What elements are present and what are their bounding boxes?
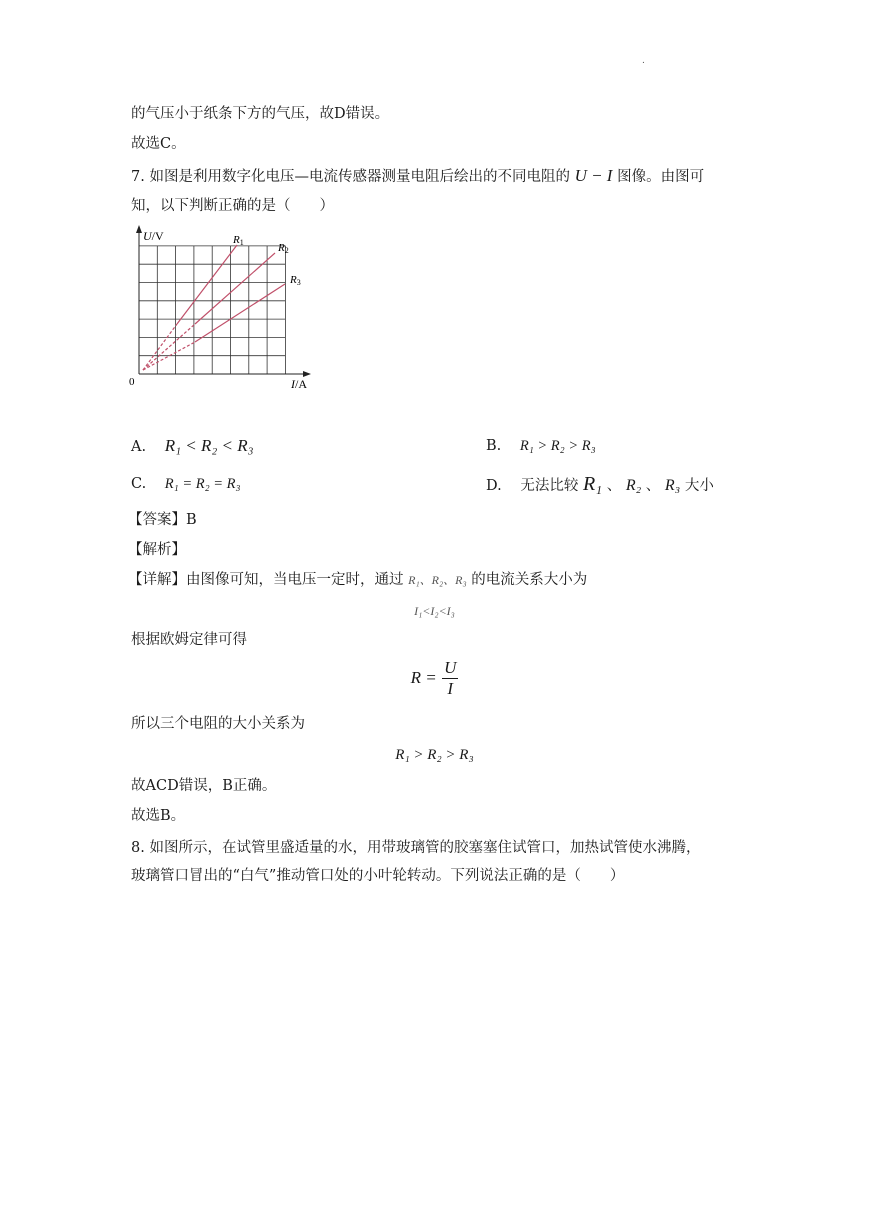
ohm-lhs: R = — [410, 668, 437, 687]
conclusion-line: 故ACD错误，B正确。 — [131, 778, 277, 794]
option-a-expr: R₁ < R₂ < R₃ — [164, 436, 254, 455]
option-d-text-b: 大小 — [684, 478, 714, 494]
option-d-sep-2: 、 — [645, 478, 661, 494]
detail-resistors: R₁、R₂、R₃ — [408, 573, 467, 587]
option-b[interactable] — [486, 436, 596, 456]
option-d-r3: R₃ — [664, 477, 681, 494]
r3-line — [195, 284, 285, 342]
current-relation: I₁<I₂<I₃ — [414, 604, 455, 618]
choose-line: 故选B。 — [131, 808, 186, 824]
option-c[interactable] — [131, 474, 241, 494]
text-line-1: 的气压小于纸条下方的气压，故D错误。 — [131, 106, 390, 122]
option-a[interactable] — [131, 436, 254, 457]
option-d-r2: R₂ — [625, 477, 642, 494]
answer-line: 【答案】B — [128, 512, 197, 528]
resistance-relation: R₁ > R₂ > R₃ — [395, 747, 474, 763]
option-c-label: C. — [131, 476, 147, 492]
question-7-text-a: 7. 如图是利用数字化电压—电流传感器测量电阻后绘出的不同电阻的 — [131, 169, 570, 185]
r1-line — [177, 245, 237, 324]
ohm-denominator: I — [447, 679, 454, 698]
option-d[interactable] — [486, 474, 714, 496]
detail-text-a: 【详解】由图像可知，当电压一定时，通过 — [128, 572, 404, 588]
y-axis-arrow — [136, 225, 142, 233]
question-7-line-1 — [131, 166, 704, 187]
detail-line — [128, 570, 587, 590]
r2-line — [195, 253, 275, 324]
ohm-formula — [0, 658, 869, 699]
option-b-label: B. — [486, 438, 502, 454]
option-d-r1: R₁ — [582, 473, 603, 495]
question-7-line-2: 知，以下判断正确的是（ ） — [131, 198, 334, 214]
graph-grid — [139, 246, 285, 374]
ohm-fraction — [442, 658, 458, 699]
question-7-ui: U − I — [574, 166, 613, 185]
option-d-text-a: 无法比较 — [520, 478, 579, 494]
analysis-heading: 【解析】 — [128, 542, 186, 558]
detail-text-b: 的电流关系大小为 — [471, 572, 588, 588]
r1-dashed — [143, 324, 177, 370]
ui-graph — [125, 224, 325, 394]
r2-label: R2 — [278, 242, 289, 255]
ohm-numerator: U — [444, 658, 457, 677]
size-intro: 所以三个电阻的大小关系为 — [131, 716, 305, 732]
r3-label: R3 — [290, 274, 301, 287]
ohm-intro: 根据欧姆定律可得 — [131, 632, 247, 648]
option-b-expr: R₁ > R₂ > R₃ — [519, 438, 596, 454]
x-axis-label: I/A — [291, 377, 307, 391]
option-a-label: A. — [131, 439, 147, 455]
option-d-label: D. — [486, 478, 502, 494]
question-7-text-b: 图像。由图可 — [617, 169, 705, 185]
question-8-line-1: 8. 如图所示，在试管里盛适量的水，用带玻璃管的胶塞塞住试管口，加热试管使水沸腾， — [131, 840, 701, 856]
r1-label: R1 — [233, 234, 244, 247]
header-dot: . — [642, 56, 645, 66]
text-line-2: 故选C。 — [131, 136, 186, 152]
option-c-expr: R₁ = R₂ = R₃ — [164, 476, 241, 492]
origin-label: 0 — [129, 376, 135, 388]
y-axis-label: U/V — [143, 229, 164, 243]
question-8-line-2: 玻璃管口冒出的“白气”推动管口处的小叶轮转动。下列说法正确的是（ ） — [131, 868, 625, 884]
r2-dashed — [143, 324, 195, 370]
option-d-sep-1: 、 — [606, 478, 622, 494]
